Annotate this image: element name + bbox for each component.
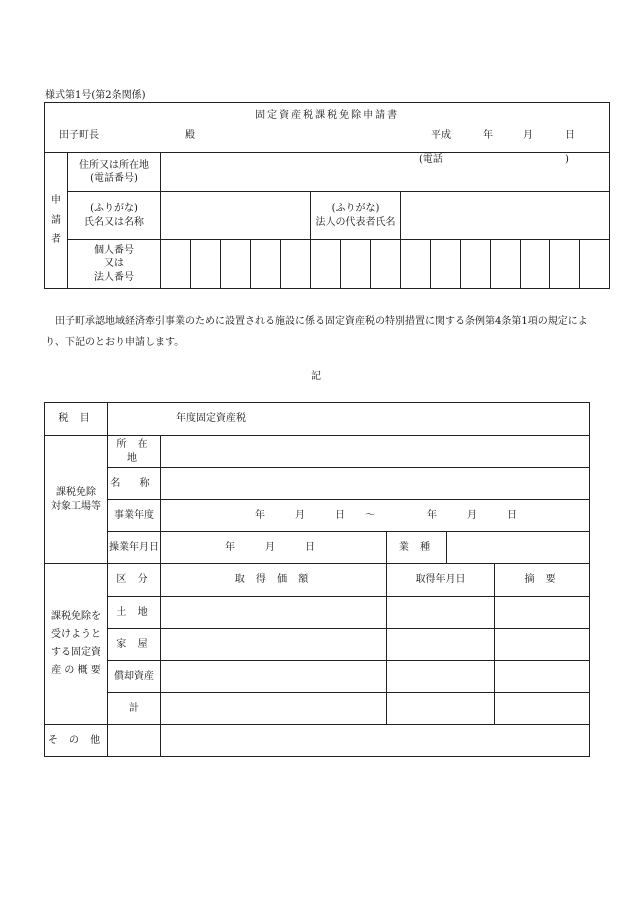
addressee: 田子町長 <box>59 129 99 141</box>
phone-label: (電話 <box>419 154 443 165</box>
number-box[interactable] <box>251 240 281 289</box>
name-field[interactable] <box>161 192 311 240</box>
period-field[interactable]: 年 月 日 〜 年 月 日 <box>161 500 590 532</box>
asset-notes-field[interactable] <box>495 629 590 661</box>
other-blank-cell <box>108 725 161 757</box>
other-label: そ の 他 <box>45 725 108 757</box>
start-date-field[interactable]: 年 月 日 <box>161 532 387 564</box>
asset-date-field[interactable] <box>387 597 495 629</box>
assets-header-cost: 取 得 価 額 <box>161 564 387 597</box>
asset-date-field[interactable] <box>387 661 495 693</box>
assets-row-label: 計 <box>108 693 161 725</box>
asset-cost-field[interactable] <box>161 693 387 725</box>
tax-label: 税 目 <box>45 403 108 436</box>
assets-header-notes: 摘 要 <box>495 564 590 597</box>
asset-cost-field[interactable] <box>161 597 387 629</box>
industry-field[interactable] <box>447 532 590 564</box>
period-label: 事業年度 <box>108 500 161 532</box>
form-number-label: 様式第1号(第2条関係) <box>45 90 146 101</box>
ki-label: 記 <box>311 371 321 382</box>
number-box[interactable] <box>401 240 431 289</box>
number-box[interactable] <box>550 240 580 289</box>
number-box[interactable] <box>521 240 550 289</box>
number-box[interactable] <box>221 240 251 289</box>
assets-side-label: 課税免除を 受けようと する固定資 産 の 概 要 <box>45 564 108 725</box>
assets-header-category: 区 分 <box>108 564 161 597</box>
address-field[interactable] <box>161 153 610 192</box>
number-box[interactable] <box>311 240 341 289</box>
phone-close: ) <box>565 154 569 165</box>
applicant-side-label: 申 請 者 <box>45 153 68 289</box>
asset-notes-field[interactable] <box>495 693 590 725</box>
date-year: 年 <box>483 129 493 141</box>
number-box[interactable] <box>371 240 401 289</box>
number-box[interactable] <box>161 240 191 289</box>
asset-date-field[interactable] <box>387 693 495 725</box>
honorific: 殿 <box>185 129 195 141</box>
representative-label: (ふりがな) 法人の代表者氏名 <box>311 192 401 240</box>
asset-cost-field[interactable] <box>161 661 387 693</box>
facility-name-label: 名 称 <box>108 468 161 500</box>
number-box[interactable] <box>580 240 610 289</box>
number-box[interactable] <box>461 240 491 289</box>
asset-cost-field[interactable] <box>161 629 387 661</box>
application-paragraph: 田子町承認地域経済牽引事業のために設置される施設に係る固定資産税の特別措置に関する条例第4条第1項の規定により、下記のとおり申請します。 <box>45 316 588 348</box>
representative-field[interactable] <box>401 192 610 240</box>
assets-row-label: 償却資産 <box>108 661 161 693</box>
facility-table <box>44 402 590 757</box>
address-label: 住所又は所在地 (電話番号) <box>68 153 161 192</box>
number-box[interactable] <box>281 240 311 289</box>
location-label: 所 在 地 <box>108 436 161 468</box>
facility-side-label: 課税免除 対象工場等 <box>45 436 108 564</box>
number-label: 個人番号 又は 法人番号 <box>68 240 161 289</box>
form-title: 固定資産税課税免除申請書 <box>255 110 400 121</box>
date-month: 月 <box>523 129 533 141</box>
title-cell <box>45 103 610 153</box>
assets-row-label: 土 地 <box>108 597 161 629</box>
applicant-table <box>44 102 610 289</box>
start-date-label: 操業年月日 <box>108 532 161 564</box>
name-label: (ふりがな) 氏名又は名称 <box>68 192 161 240</box>
facility-name-field[interactable] <box>161 468 590 500</box>
tax-value: 年度固定資産税 <box>108 403 590 436</box>
number-box[interactable] <box>191 240 221 289</box>
asset-date-field[interactable] <box>387 629 495 661</box>
location-field[interactable] <box>161 436 590 468</box>
industry-label: 業 種 <box>387 532 447 564</box>
assets-row-label: 家 屋 <box>108 629 161 661</box>
era: 平成 <box>431 129 451 141</box>
asset-notes-field[interactable] <box>495 597 590 629</box>
asset-notes-field[interactable] <box>495 661 590 693</box>
number-box[interactable] <box>341 240 371 289</box>
other-field[interactable] <box>161 725 590 757</box>
date-day: 日 <box>565 129 575 141</box>
number-box[interactable] <box>431 240 461 289</box>
number-box[interactable] <box>491 240 521 289</box>
assets-header-date: 取得年月日 <box>387 564 495 597</box>
